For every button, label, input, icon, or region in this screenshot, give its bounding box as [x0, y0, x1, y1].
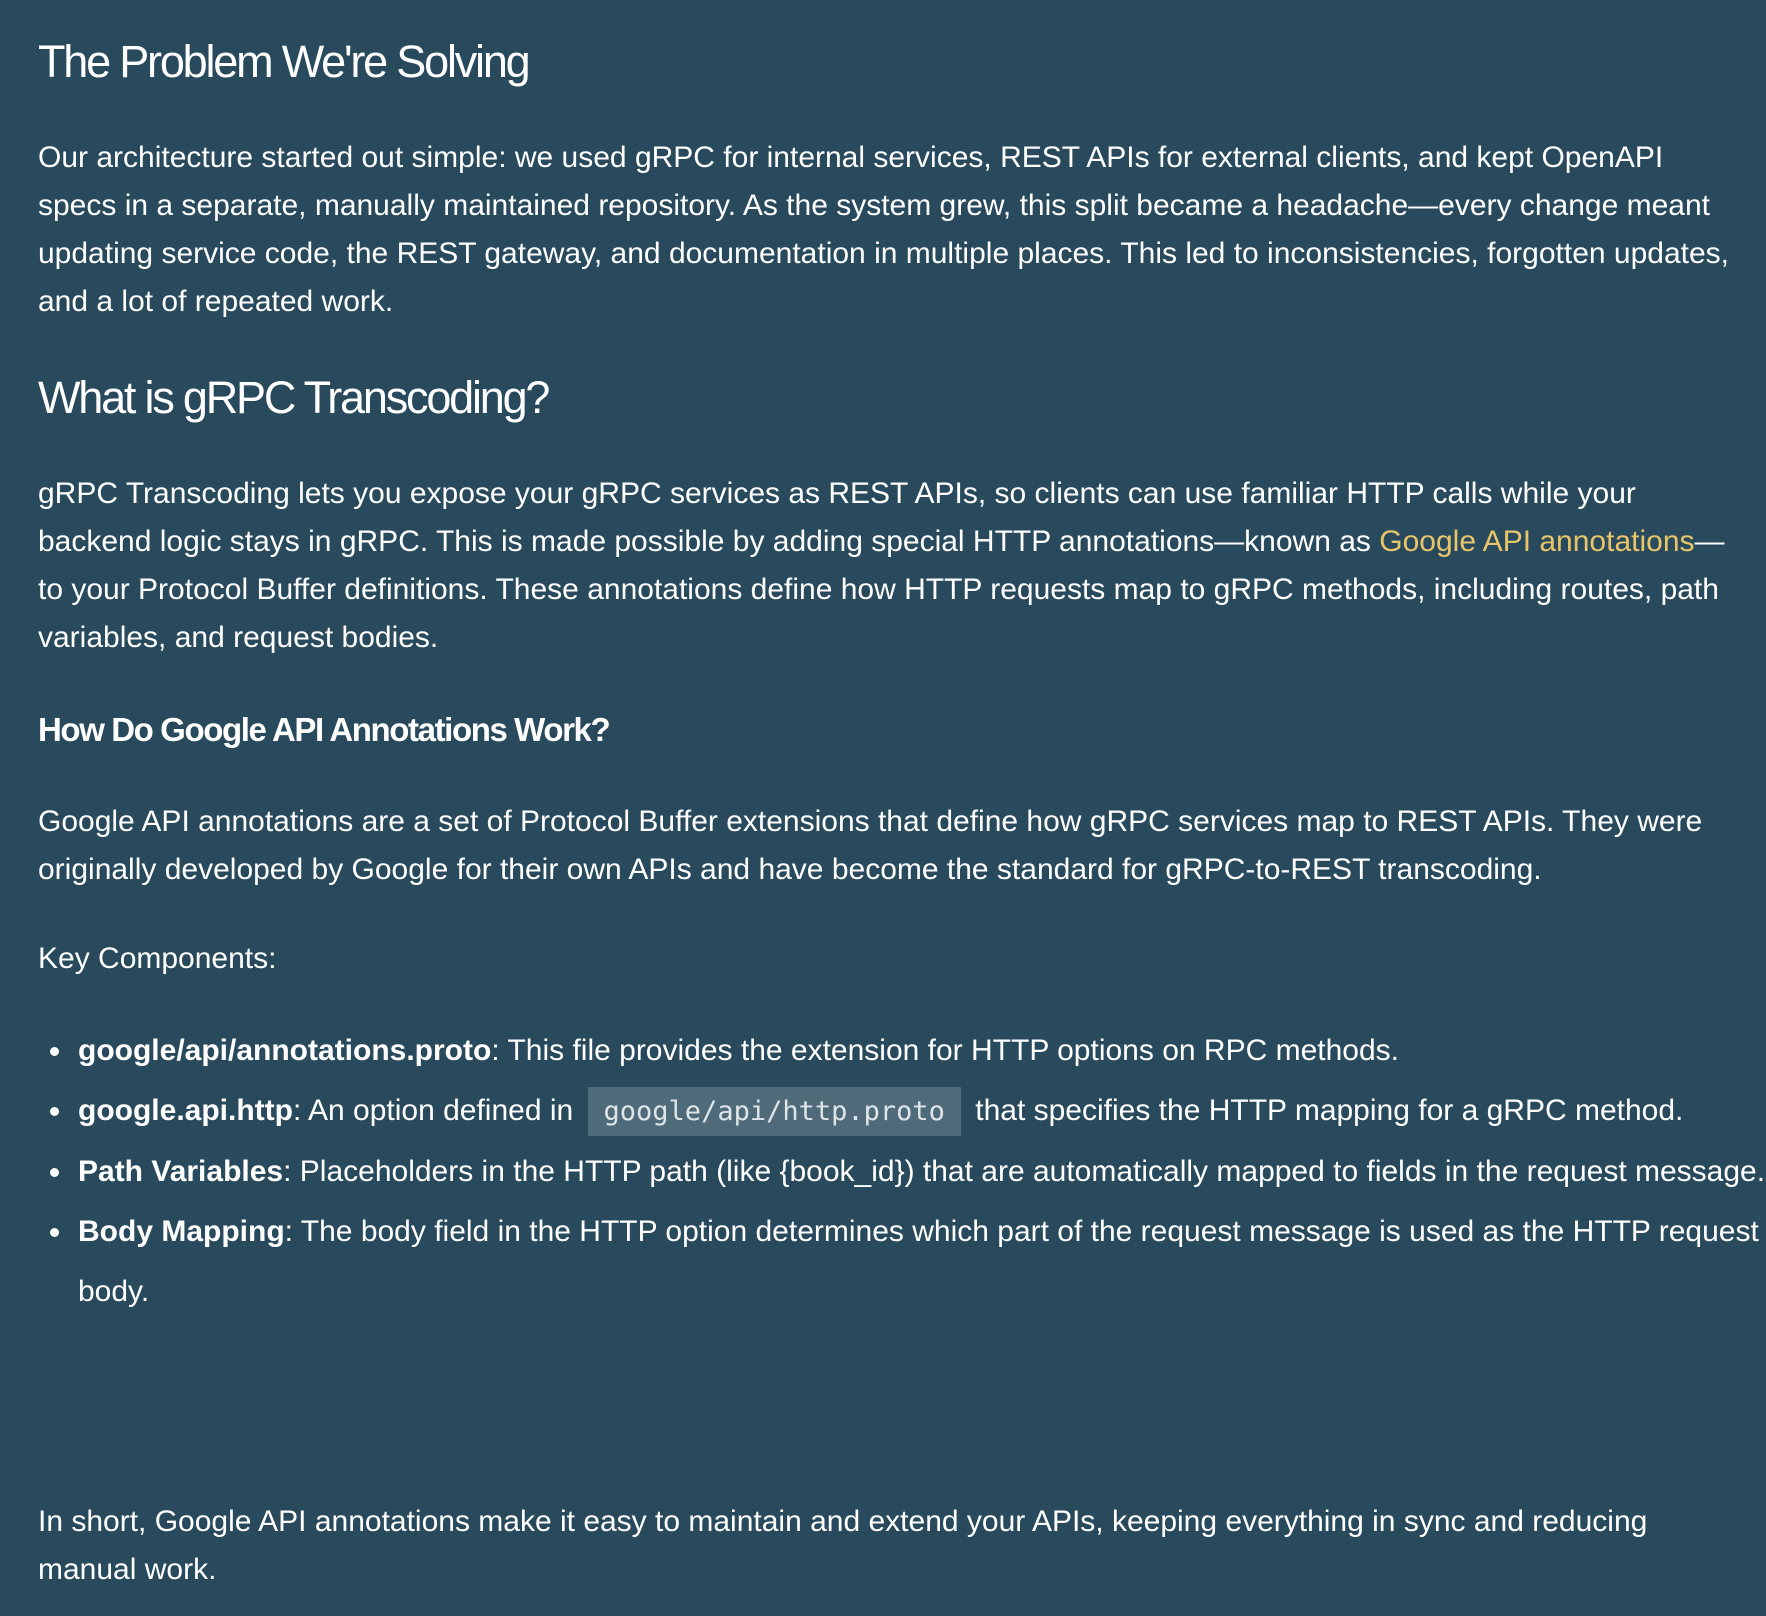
- list-item: [78, 1081, 1766, 1142]
- heading-annotations: How Do Google API Annotations Work?: [38, 711, 610, 748]
- paragraph-annotations: Google API annotations are a set of Protocol Buffer extensions that define how gRPC services map to REST APIs. They were originally developed by Google for their own APIs and have become the standard for gRPC-to-REST transcoding.: [38, 805, 1703, 886]
- paragraph-text: —to your Protocol Buffer definitions. These annotations define how HTTP requests map to gRPC methods, including routes, path variables, and request bodies.: [38, 525, 1725, 654]
- list-item-term: Body Mapping: [78, 1215, 285, 1248]
- list-item: [78, 1021, 1766, 1081]
- heading-transcoding: What is gRPC Transcoding?: [38, 372, 549, 423]
- list-item-text: : Placeholders in the HTTP path (like {book_id}) that are automatically mapped to fields in the request message.: [283, 1155, 1766, 1188]
- inline-code: google/api/http.proto: [588, 1087, 961, 1136]
- list-item: [78, 1202, 1766, 1322]
- paragraph-summary: In short, Google API annotations make it easy to maintain and extend your APIs, keeping everything in sync and reducing manual work.: [38, 1505, 1648, 1586]
- list-item-text: that specifies the HTTP mapping for a gRPC method.: [966, 1094, 1684, 1127]
- bullet-icon: [50, 1228, 59, 1237]
- paragraph-transcoding: [38, 470, 1738, 662]
- list-item-text: : This file provides the extension for HTTP options on RPC methods.: [491, 1034, 1399, 1067]
- list-item-text: : The body field in the HTTP option determines which part of the request message is used as the HTTP request body.: [78, 1215, 1759, 1308]
- google-api-annotations-link[interactable]: Google API annotations: [1379, 525, 1695, 558]
- list-item-term: google.api.http: [78, 1094, 293, 1127]
- paragraph-problem: Our architecture started out simple: we used gRPC for internal services, REST APIs for external clients, and kept OpenAPI specs in a separate, manually maintained repository. As the system grew, this split became a headache—every change meant updating service code, the REST gateway, and documentation in multiple places. This led to inconsistencies, forgotten updates, and a lot of repeated work.: [38, 141, 1730, 318]
- list-item-text: : An option defined in: [292, 1094, 582, 1127]
- list-item-term: google/api/annotations.proto: [78, 1034, 492, 1067]
- key-components-label: Key Components:: [38, 942, 277, 975]
- list-item-term: Path Variables: [78, 1155, 284, 1188]
- bullet-icon: [50, 1107, 59, 1116]
- heading-problem: The Problem We're Solving: [38, 36, 529, 87]
- paragraph-text: gRPC Transcoding lets you expose your gRPC services as REST APIs, so clients can use familiar HTTP calls while your backend logic stays in gRPC. This is made possible by adding special HTTP annotations—known as: [38, 477, 1636, 558]
- bullet-icon: [50, 1047, 59, 1056]
- list-item: [78, 1142, 1766, 1202]
- key-components-list: [38, 1021, 1766, 1322]
- bullet-icon: [50, 1168, 59, 1177]
